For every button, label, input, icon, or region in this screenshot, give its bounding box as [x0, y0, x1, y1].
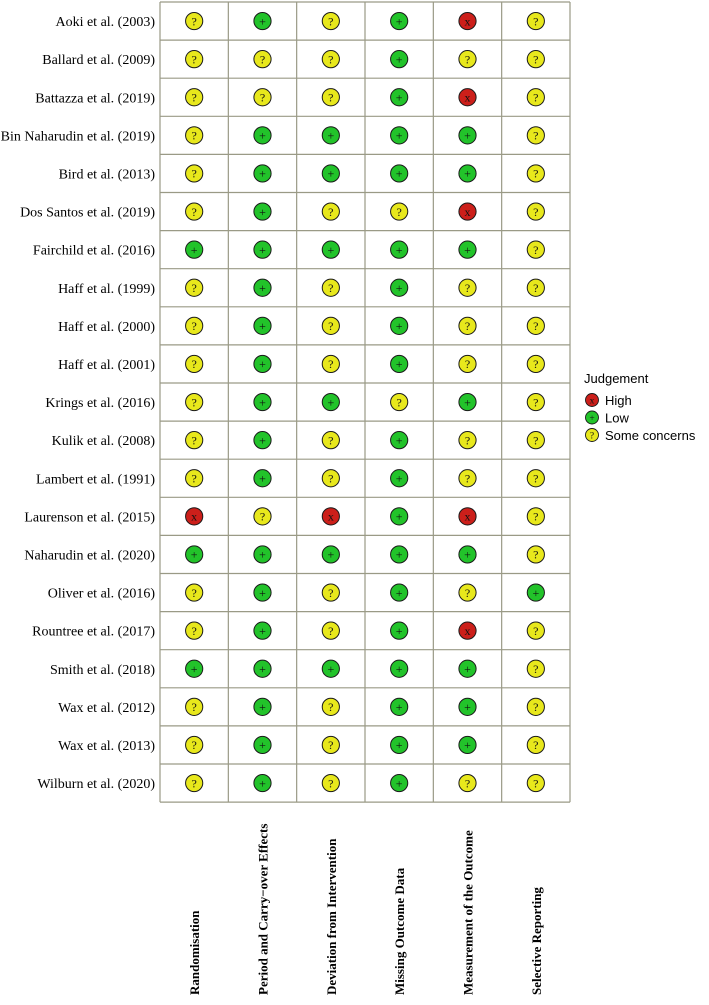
svg-text:+: + — [259, 661, 266, 676]
svg-text:x: x — [464, 204, 471, 219]
svg-text:+: + — [395, 52, 403, 67]
domain-label-measurement-of-the-outcome: Measurement of the Outcome — [460, 830, 476, 995]
svg-text:?: ? — [191, 128, 197, 143]
mark-low — [391, 660, 408, 677]
svg-text:+: + — [259, 547, 266, 562]
mark-low — [254, 736, 271, 753]
mark-some-concerns — [186, 355, 203, 372]
svg-text:+: + — [259, 471, 266, 486]
svg-text:?: ? — [328, 738, 334, 753]
svg-text:?: ? — [328, 319, 334, 334]
svg-text:?: ? — [191, 166, 197, 181]
mark-some-concerns — [186, 774, 203, 791]
mark-low — [254, 203, 271, 220]
svg-text:?: ? — [533, 776, 539, 791]
svg-text:?: ? — [533, 661, 539, 676]
svg-text:x: x — [464, 509, 471, 524]
study-label: Oliver et al. (2016) — [47, 586, 155, 602]
svg-text:+: + — [259, 776, 266, 791]
study-label: Wax et al. (2013) — [58, 738, 155, 754]
svg-text:?: ? — [191, 585, 197, 600]
svg-text:+: + — [259, 242, 266, 257]
svg-text:+: + — [259, 166, 266, 181]
domain-labels — [187, 824, 544, 995]
svg-text:+: + — [395, 661, 403, 676]
mark-some-concerns — [186, 432, 203, 449]
svg-text:?: ? — [533, 14, 539, 29]
svg-text:?: ? — [191, 319, 197, 334]
grid-lines — [160, 2, 570, 802]
svg-text:?: ? — [191, 14, 197, 29]
mark-low — [254, 660, 271, 677]
mark-low — [391, 241, 408, 258]
mark-high — [459, 203, 476, 220]
svg-text:x: x — [464, 90, 471, 105]
svg-text:?: ? — [533, 280, 539, 295]
svg-text:+: + — [395, 14, 403, 29]
svg-text:?: ? — [259, 52, 266, 67]
svg-text:+: + — [190, 242, 198, 257]
mark-some-concerns — [186, 165, 203, 182]
svg-text:+: + — [464, 395, 471, 410]
mark-low — [391, 584, 408, 601]
mark-some-concerns — [322, 584, 339, 601]
mark-low — [322, 546, 339, 563]
svg-text:?: ? — [191, 357, 197, 372]
svg-text:x: x — [191, 509, 198, 524]
study-labels — [1, 15, 156, 792]
svg-text:+: + — [327, 166, 335, 181]
mark-low — [322, 241, 339, 258]
mark-some-concerns — [459, 355, 476, 372]
legend-title: Judgement — [584, 371, 649, 386]
mark-some-concerns — [186, 736, 203, 753]
mark-low — [391, 89, 408, 106]
svg-text:+: + — [395, 280, 403, 295]
mark-some-concerns — [527, 89, 544, 106]
mark-low — [391, 432, 408, 449]
study-label: Lambert et al. (1991) — [36, 472, 155, 488]
svg-text:+: + — [259, 128, 266, 143]
mark-some-concerns — [186, 51, 203, 68]
legend-label: Some concerns — [605, 427, 696, 443]
mark-some-concerns — [186, 622, 203, 639]
mark-low — [254, 432, 271, 449]
legend-label: High — [605, 392, 632, 408]
mark-some-concerns — [527, 470, 544, 487]
mark-low — [459, 736, 476, 753]
svg-text:?: ? — [533, 204, 539, 219]
study-label: Rountree et al. (2017) — [32, 624, 155, 640]
domain-label-period-and-carry-over-effects: Period and Carry−over Effects — [255, 823, 271, 995]
mark-some-concerns — [186, 127, 203, 144]
svg-text:+: + — [327, 661, 335, 676]
mark-some-concerns — [254, 508, 271, 525]
svg-text:?: ? — [533, 509, 539, 524]
mark-low — [254, 241, 271, 258]
mark-low — [391, 470, 408, 487]
mark-some-concerns — [527, 355, 544, 372]
svg-text:+: + — [259, 319, 266, 334]
mark-some-concerns — [322, 774, 339, 791]
legend-item-some-concerns — [586, 428, 696, 443]
svg-text:+: + — [464, 242, 471, 257]
study-label: Bird et al. (2013) — [58, 167, 155, 183]
svg-text:?: ? — [464, 319, 471, 334]
svg-text:+: + — [395, 242, 403, 257]
mark-low — [391, 774, 408, 791]
svg-text:+: + — [259, 357, 266, 372]
svg-text:?: ? — [259, 90, 266, 105]
svg-text:?: ? — [533, 319, 539, 334]
mark-some-concerns — [186, 279, 203, 296]
svg-text:+: + — [395, 738, 403, 753]
mark-some-concerns — [459, 470, 476, 487]
mark-some-concerns — [527, 432, 544, 449]
study-label: Fairchild et al. (2016) — [32, 243, 155, 259]
svg-text:+: + — [464, 661, 471, 676]
mark-some-concerns — [459, 279, 476, 296]
mark-some-concerns — [527, 203, 544, 220]
mark-low — [459, 165, 476, 182]
svg-text:+: + — [327, 395, 335, 410]
svg-text:+: + — [259, 700, 266, 715]
svg-text:+: + — [259, 738, 266, 753]
svg-text:?: ? — [533, 166, 539, 181]
svg-text:+: + — [395, 623, 403, 638]
svg-text:+: + — [395, 90, 403, 105]
mark-low — [254, 622, 271, 639]
legend-symbol: + — [589, 413, 595, 424]
mark-low — [254, 279, 271, 296]
study-label: Aoki et al. (2003) — [55, 15, 155, 31]
mark-some-concerns — [322, 622, 339, 639]
svg-text:+: + — [395, 166, 403, 181]
mark-low — [391, 355, 408, 372]
svg-text:?: ? — [533, 357, 539, 372]
svg-text:?: ? — [533, 242, 539, 257]
svg-text:?: ? — [396, 395, 402, 410]
mark-low — [391, 622, 408, 639]
svg-text:+: + — [395, 319, 403, 334]
mark-some-concerns — [527, 393, 544, 410]
mark-low — [391, 51, 408, 68]
mark-some-concerns — [186, 89, 203, 106]
svg-text:?: ? — [533, 52, 539, 67]
mark-some-concerns — [527, 279, 544, 296]
domain-label-selective-reporting: Selective Reporting — [528, 887, 544, 995]
mark-some-concerns — [322, 51, 339, 68]
mark-low — [254, 165, 271, 182]
svg-text:?: ? — [191, 623, 197, 638]
svg-text:?: ? — [533, 623, 539, 638]
mark-some-concerns — [186, 203, 203, 220]
mark-high — [459, 508, 476, 525]
mark-low — [254, 12, 271, 29]
study-label: Bin Naharudin et al. (2019) — [0, 129, 155, 145]
mark-some-concerns — [186, 393, 203, 410]
legend-item-low — [586, 410, 630, 425]
mark-low — [391, 127, 408, 144]
mark-some-concerns — [322, 317, 339, 334]
mark-some-concerns — [391, 203, 408, 220]
svg-text:+: + — [464, 700, 471, 715]
svg-text:+: + — [395, 700, 403, 715]
mark-low — [254, 127, 271, 144]
svg-text:?: ? — [464, 776, 471, 791]
mark-some-concerns — [322, 432, 339, 449]
svg-text:+: + — [190, 547, 198, 562]
svg-text:+: + — [395, 585, 403, 600]
mark-some-concerns — [527, 241, 544, 258]
svg-text:?: ? — [533, 471, 539, 486]
svg-text:?: ? — [191, 738, 197, 753]
svg-text:+: + — [259, 585, 266, 600]
mark-low — [459, 546, 476, 563]
mark-some-concerns — [186, 584, 203, 601]
svg-text:?: ? — [191, 471, 197, 486]
mark-some-concerns — [322, 355, 339, 372]
study-label: Wilburn et al. (2020) — [37, 777, 155, 793]
mark-low — [322, 127, 339, 144]
mark-some-concerns — [186, 698, 203, 715]
svg-text:?: ? — [464, 585, 471, 600]
mark-some-concerns — [186, 317, 203, 334]
domain-label-randomisation: Randomisation — [187, 910, 203, 995]
mark-low — [254, 774, 271, 791]
svg-text:?: ? — [533, 90, 539, 105]
mark-high — [459, 622, 476, 639]
svg-text:?: ? — [259, 509, 266, 524]
mark-low — [391, 698, 408, 715]
svg-text:+: + — [395, 433, 403, 448]
mark-some-concerns — [459, 317, 476, 334]
mark-some-concerns — [527, 698, 544, 715]
mark-low — [391, 12, 408, 29]
legend-symbol: x — [589, 396, 595, 407]
mark-some-concerns — [254, 89, 271, 106]
svg-text:x: x — [464, 623, 471, 638]
svg-text:+: + — [259, 14, 266, 29]
svg-text:?: ? — [191, 776, 197, 791]
svg-text:?: ? — [533, 433, 539, 448]
mark-low — [254, 584, 271, 601]
svg-text:?: ? — [533, 547, 539, 562]
svg-text:+: + — [464, 738, 471, 753]
svg-text:+: + — [395, 776, 403, 791]
svg-text:x: x — [327, 509, 334, 524]
svg-text:?: ? — [328, 90, 334, 105]
study-label: Krings et al. (2016) — [45, 396, 155, 412]
study-label: Naharudin et al. (2020) — [24, 548, 155, 564]
study-label: Smith et al. (2018) — [50, 662, 155, 678]
svg-text:?: ? — [191, 700, 197, 715]
svg-text:+: + — [395, 357, 403, 372]
mark-low — [391, 165, 408, 182]
mark-low — [391, 508, 408, 525]
mark-low — [459, 127, 476, 144]
mark-low — [391, 546, 408, 563]
mark-low — [254, 317, 271, 334]
mark-low — [186, 546, 203, 563]
svg-text:?: ? — [191, 204, 197, 219]
svg-text:+: + — [532, 585, 540, 600]
svg-text:?: ? — [396, 204, 402, 219]
svg-text:?: ? — [328, 700, 334, 715]
svg-text:?: ? — [533, 395, 539, 410]
mark-some-concerns — [459, 51, 476, 68]
svg-text:?: ? — [328, 433, 334, 448]
mark-low — [322, 660, 339, 677]
svg-text:?: ? — [328, 471, 334, 486]
mark-low — [391, 279, 408, 296]
mark-some-concerns — [527, 51, 544, 68]
svg-text:?: ? — [464, 471, 471, 486]
svg-text:?: ? — [328, 204, 334, 219]
svg-text:?: ? — [464, 433, 471, 448]
mark-some-concerns — [527, 660, 544, 677]
mark-some-concerns — [322, 470, 339, 487]
study-label: Laurenson et al. (2015) — [24, 510, 155, 526]
svg-text:?: ? — [328, 585, 334, 600]
legend-symbol: ? — [589, 431, 595, 442]
svg-text:?: ? — [533, 128, 539, 143]
svg-text:?: ? — [328, 776, 334, 791]
mark-high — [186, 508, 203, 525]
mark-low — [459, 241, 476, 258]
study-label: Haff et al. (2001) — [58, 357, 155, 373]
mark-some-concerns — [527, 317, 544, 334]
svg-text:?: ? — [191, 395, 197, 410]
mark-some-concerns — [322, 89, 339, 106]
svg-text:?: ? — [464, 357, 471, 372]
mark-some-concerns — [391, 393, 408, 410]
mark-low — [254, 393, 271, 410]
svg-text:+: + — [327, 547, 335, 562]
svg-text:+: + — [464, 547, 471, 562]
mark-low — [459, 393, 476, 410]
mark-high — [459, 12, 476, 29]
svg-text:+: + — [259, 395, 266, 410]
mark-low — [527, 584, 544, 601]
svg-text:+: + — [259, 433, 266, 448]
mark-low — [459, 698, 476, 715]
mark-some-concerns — [527, 736, 544, 753]
mark-low — [459, 660, 476, 677]
mark-some-concerns — [322, 279, 339, 296]
svg-text:?: ? — [191, 90, 197, 105]
mark-some-concerns — [527, 774, 544, 791]
mark-some-concerns — [527, 508, 544, 525]
study-label: Dos Santos et al. (2019) — [20, 205, 155, 221]
mark-some-concerns — [186, 470, 203, 487]
study-label: Ballard et al. (2009) — [42, 53, 155, 69]
mark-some-concerns — [186, 12, 203, 29]
svg-text:+: + — [464, 128, 471, 143]
study-label: Battazza et al. (2019) — [35, 91, 155, 107]
legend — [584, 371, 696, 443]
legend-item-high — [586, 393, 632, 408]
mark-some-concerns — [527, 127, 544, 144]
mark-some-concerns — [527, 546, 544, 563]
mark-some-concerns — [322, 203, 339, 220]
mark-low — [186, 241, 203, 258]
mark-low — [254, 698, 271, 715]
legend-label: Low — [605, 410, 629, 426]
mark-some-concerns — [527, 12, 544, 29]
mark-low — [254, 546, 271, 563]
mark-some-concerns — [527, 165, 544, 182]
svg-text:?: ? — [191, 52, 197, 67]
mark-some-concerns — [527, 622, 544, 639]
svg-text:?: ? — [328, 280, 334, 295]
svg-text:+: + — [327, 128, 335, 143]
mark-some-concerns — [459, 774, 476, 791]
study-label: Haff et al. (1999) — [58, 281, 155, 297]
mark-some-concerns — [459, 584, 476, 601]
svg-text:+: + — [259, 623, 266, 638]
mark-low — [391, 736, 408, 753]
mark-low — [254, 355, 271, 372]
svg-text:+: + — [395, 509, 403, 524]
mark-high — [322, 508, 339, 525]
mark-some-concerns — [254, 51, 271, 68]
svg-text:?: ? — [328, 14, 334, 29]
mark-some-concerns — [322, 736, 339, 753]
svg-text:?: ? — [464, 280, 471, 295]
domain-label-missing-outcome-data: Missing Outcome Data — [392, 867, 408, 995]
mark-some-concerns — [322, 698, 339, 715]
domain-label-deviation-from-intervention: Deviation from Intervention — [323, 838, 339, 995]
svg-text:?: ? — [328, 52, 334, 67]
svg-text:?: ? — [533, 738, 539, 753]
study-label: Wax et al. (2012) — [58, 700, 155, 716]
svg-text:?: ? — [328, 623, 334, 638]
mark-low — [186, 660, 203, 677]
svg-text:?: ? — [191, 433, 197, 448]
svg-text:+: + — [395, 128, 403, 143]
svg-text:?: ? — [191, 280, 197, 295]
mark-some-concerns — [322, 12, 339, 29]
svg-text:?: ? — [464, 52, 471, 67]
mark-low — [322, 393, 339, 410]
svg-text:+: + — [395, 547, 403, 562]
svg-text:+: + — [190, 661, 198, 676]
study-label: Kulik et al. (2008) — [51, 434, 155, 450]
svg-text:+: + — [464, 166, 471, 181]
svg-text:+: + — [259, 204, 266, 219]
svg-text:+: + — [395, 471, 403, 486]
svg-text:+: + — [327, 242, 335, 257]
mark-low — [254, 470, 271, 487]
svg-text:x: x — [464, 14, 471, 29]
svg-text:+: + — [259, 280, 266, 295]
study-label: Haff et al. (2000) — [58, 319, 155, 335]
mark-low — [391, 317, 408, 334]
svg-text:?: ? — [328, 357, 334, 372]
svg-text:?: ? — [533, 700, 539, 715]
mark-low — [322, 165, 339, 182]
mark-high — [459, 89, 476, 106]
mark-some-concerns — [459, 432, 476, 449]
